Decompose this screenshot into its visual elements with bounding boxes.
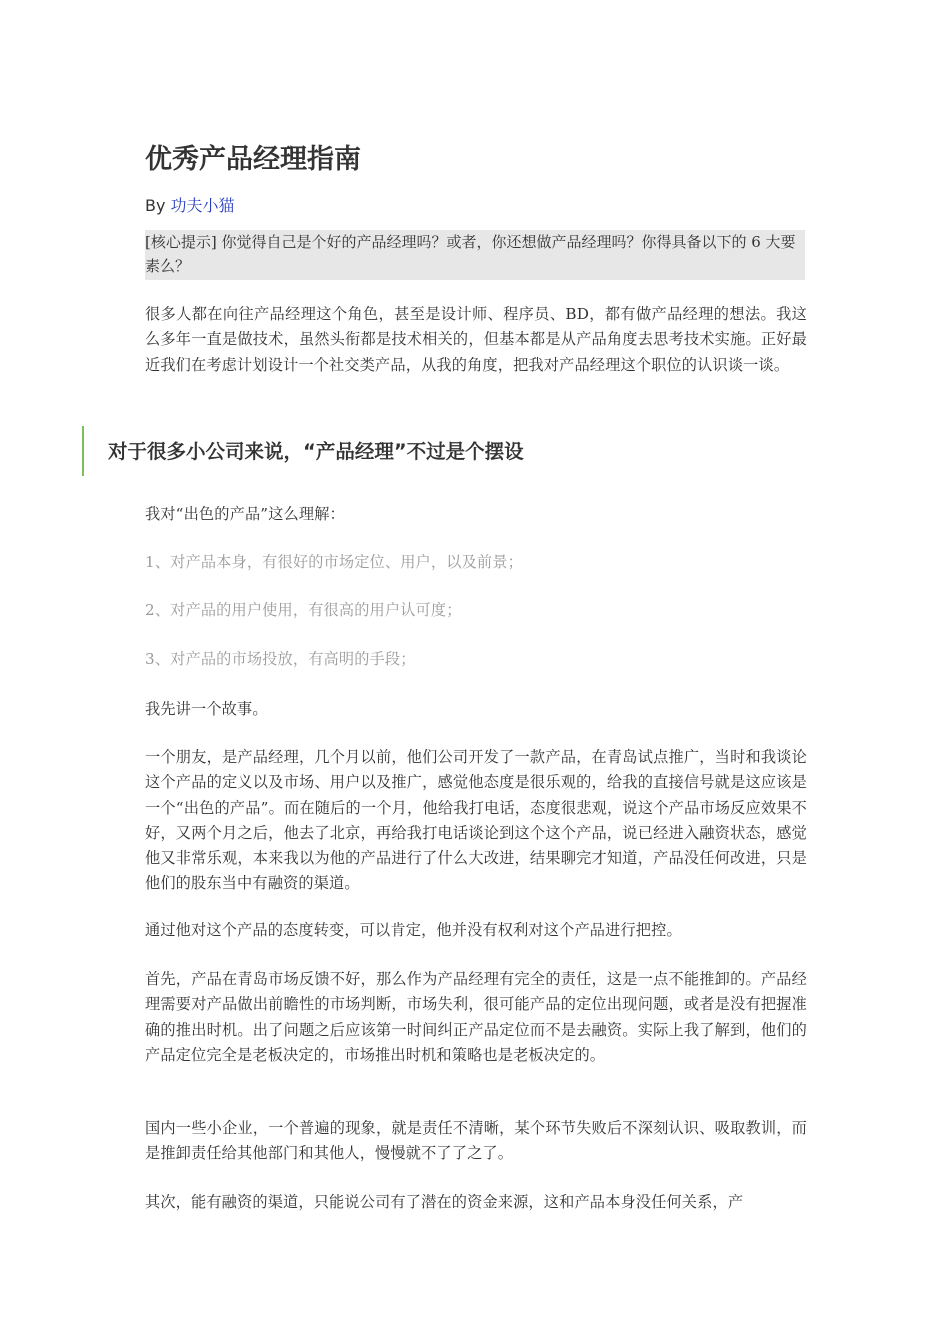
core-hint-box: [核心提示] 你觉得自己是个好的产品经理吗？或者，你还想做产品经理吗？你得具备以下的 6 大要素么？: [145, 230, 805, 280]
understanding-intro: 我对“出色的产品”这么理解：: [145, 505, 345, 523]
point-item-3: 3、对产品的市场投放，有高明的手段；: [145, 650, 416, 668]
article-title: 优秀产品经理指南: [145, 144, 361, 175]
point-item-2: 2、对产品的用户使用，有很高的用户认可度；: [145, 601, 462, 619]
observation-paragraph: 国内一些小企业，一个普遍的现象，就是责任不清晰，某个环节失败后不深刻认识、吸取教训，而是推卸责任给其他部门和其他人，慢慢就不了了之了。: [145, 1119, 807, 1163]
conclusion-paragraph: 通过他对这个产品的态度转变，可以肯定，他并没有权利对这个产品进行把控。: [145, 921, 682, 939]
byline: [145, 194, 235, 218]
author-link[interactable]: 功夫小猫: [170, 196, 235, 215]
section-accent-bar: [82, 426, 84, 476]
intro-paragraph: 很多人都在向往产品经理这个角色，甚至是设计师、程序员、BD，都有做产品经理的想法。我这么多年一直是做技术，虽然头衔都是技术相关的，但基本都是从产品角度去思考技术实施。正好最近我们在考虑计划设计一个社交类产品，从我的角度，把我对产品经理这个职位的认识谈一谈。: [145, 305, 807, 374]
story-paragraph: 一个朋友，是产品经理，几个月以前，他们公司开发了一款产品，在青岛试点推广，当时和我谈论这个产品的定义以及市场、用户以及推广，感觉他态度是很乐观的，给我的直接信号就是这应该是一个“出色的产品”。而在随后的一个月，他给我打电话，态度很悲观，说这个产品市场反应效果不好，又两个月之后，他去了北京，再给我打电话谈论到这个这个产品，说已经进入融资状态，感觉他又非常乐观，本来我以为他的产品进行了什么大改进，结果聊完才知道，产品没任何改进，只是他们的股东当中有融资的渠道。: [145, 748, 807, 893]
section-heading: 对于很多小公司来说，“产品经理”不过是个摆设: [108, 440, 524, 463]
point-item-1: 1、对产品本身，有很好的市场定位、用户，以及前景；: [145, 553, 523, 571]
first-point-paragraph: 首先，产品在青岛市场反馈不好，那么作为产品经理有完全的责任，这是一点不能推卸的。产品经理需要对产品做出前瞻性的市场判断，市场失利，很可能产品的定位出现问题，或者是没有把握准确的推出时机。出了问题之后应该第一时间纠正产品定位而不是去融资。实际上我了解到，他们的产品定位完全是老板决定的，市场推出时机和策略也是老板决定的。: [145, 970, 807, 1064]
story-intro: 我先讲一个故事。: [145, 700, 268, 718]
second-point-paragraph: 其次，能有融资的渠道，只能说公司有了潜在的资金来源，这和产品本身没任何关系，产: [145, 1193, 744, 1211]
by-label: By: [145, 196, 166, 215]
